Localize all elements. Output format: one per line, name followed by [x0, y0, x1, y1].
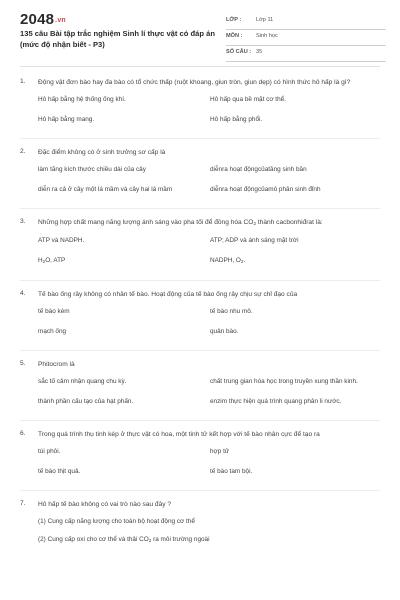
question-number: 7. — [20, 500, 26, 507]
meta-value: Lớp 11 — [256, 17, 274, 23]
text-part: thành cacbonhiđrat là: — [256, 219, 323, 226]
option-a[interactable]: Hô hấp bằng hệ thống ống khí. — [38, 96, 126, 103]
option-d[interactable]: enzim thực hiện quá trình quang phân li nước. — [210, 397, 342, 405]
option-b[interactable]: ATP; ADP và ánh sáng mặt trời — [210, 237, 299, 244]
option-c[interactable]: thành phần cấu tạo của hạt phấn. — [38, 397, 134, 405]
option-1[interactable]: (1) Cung cấp năng lượng cho toàn bộ hoạt động cơ thể — [38, 518, 195, 525]
text-part: O, ATP — [45, 256, 66, 264]
meta-key: SỐ CÂU : — [226, 49, 252, 55]
question-number: 6. — [20, 430, 26, 437]
meta-key: LỚP : — [226, 17, 242, 23]
question-number: 2. — [20, 148, 26, 155]
header-divider — [20, 66, 380, 67]
option-a[interactable]: túi phôi. — [38, 448, 61, 455]
question-number: 4. — [20, 290, 26, 297]
option-b[interactable]: hợp tử — [210, 448, 230, 455]
question-list — [20, 78, 380, 566]
option-b[interactable]: diễnra hoạt độngcủatầng sinh bần — [210, 166, 307, 173]
options — [38, 95, 380, 134]
option-2[interactable] — [38, 535, 380, 554]
text-part: NADPH, O — [210, 256, 241, 264]
option-a[interactable]: tế bào kèm — [38, 308, 70, 315]
option-b[interactable]: chất trung gian hóa học trong truyền xung thần kinh. — [210, 378, 358, 385]
option-a[interactable]: sắc tố cảm nhận quang chu kỳ. — [38, 378, 127, 385]
meta-value: Sinh học — [256, 33, 278, 39]
question-text: Phitocrom là — [38, 361, 75, 368]
meta-table — [226, 14, 386, 62]
logo-text: 2048 — [20, 11, 55, 28]
question-text: Hô hấp tế bào không có vai trò nào sau đây ? — [38, 501, 172, 508]
options — [38, 447, 380, 486]
question-5 — [20, 360, 380, 421]
header — [0, 0, 400, 64]
question-4 — [20, 290, 380, 351]
option-d[interactable]: Hô hấp bằng phổi. — [210, 115, 263, 123]
meta-value: 35 — [256, 49, 263, 55]
option-a[interactable]: ATP và NADPH. — [38, 237, 85, 244]
option-d[interactable]: diễnra hoạt độngcủamô phân sinh đỉnh — [210, 185, 321, 193]
option-a[interactable]: làm tăng kích thước chiều dài của cây — [38, 166, 146, 173]
text-part: Những hợp chất mang năng lượng ánh sáng vào pha tối để đồng hóa CO — [38, 219, 254, 226]
option-b[interactable]: Hô hấp qua bề mặt cơ thể. — [210, 96, 286, 103]
meta-row-class — [226, 14, 386, 30]
question-text: Động vật đơn bào hay đa bào có tổ chức thấp (ruột khoang, giun tròn, giun dẹp) có hình thức hô hấp là gì? — [38, 79, 351, 86]
options — [38, 165, 380, 204]
option-d[interactable]: tế bào tam bội. — [210, 467, 253, 475]
question-text: Trong quá trình thụ tinh kép ở thực vật có hoa, một tinh tử kết hợp với tế bào nhân cực để tạo ra — [38, 431, 320, 438]
text-part: . — [243, 256, 246, 264]
options — [38, 517, 380, 553]
option-c[interactable] — [38, 256, 210, 277]
subscript: 2 — [148, 537, 152, 543]
question-number: 3. — [20, 218, 26, 225]
question-text: Đặc điểm không có ở sinh trưởng sơ cấp là — [38, 149, 166, 156]
question-number: 5. — [20, 360, 26, 367]
question-1 — [20, 78, 380, 139]
meta-key: MÔN : — [226, 33, 243, 39]
text-part: (2) Cung cấp oxi cho cơ thể và thải CO — [38, 535, 149, 543]
subscript: 2 — [42, 258, 46, 264]
question-6 — [20, 430, 380, 491]
option-c[interactable]: diễn ra cả ở cây một lá mầm và cây hai lá mầm — [38, 185, 173, 193]
text-part: H — [38, 256, 43, 264]
subscript: 2 — [240, 258, 244, 264]
option-c[interactable]: tế bào thịt quả. — [38, 467, 81, 475]
subscript: 2 — [253, 221, 256, 226]
page-title: 135 câu Bài tập trắc nghiệm Sinh lí thực vật có đáp án (mức độ nhận biết - P3) — [20, 29, 215, 49]
option-c[interactable]: Hô hấp bằng mang. — [38, 115, 95, 123]
option-d[interactable] — [210, 256, 388, 277]
option-d[interactable]: quản bào. — [210, 327, 239, 335]
logo-suffix: .vn — [55, 17, 66, 24]
site-logo[interactable] — [20, 11, 66, 28]
options — [38, 377, 380, 416]
question-text: Tế bào ống rây không có nhân tế bào. Hoạt động của tế bào ống rây chịu sự chỉ đạo của — [38, 291, 298, 298]
meta-row-count — [226, 46, 386, 62]
question-text — [38, 218, 380, 229]
options — [38, 307, 380, 346]
question-2 — [20, 148, 380, 209]
option-b[interactable]: tế bào nhu mô. — [210, 308, 253, 315]
question-7 — [20, 500, 380, 557]
text-part: ra môi trường ngoài — [151, 535, 210, 543]
options — [38, 236, 380, 276]
meta-row-subject — [226, 30, 386, 46]
question-3 — [20, 218, 380, 281]
option-c[interactable]: mạch ống — [38, 327, 67, 335]
question-number: 1. — [20, 78, 26, 85]
